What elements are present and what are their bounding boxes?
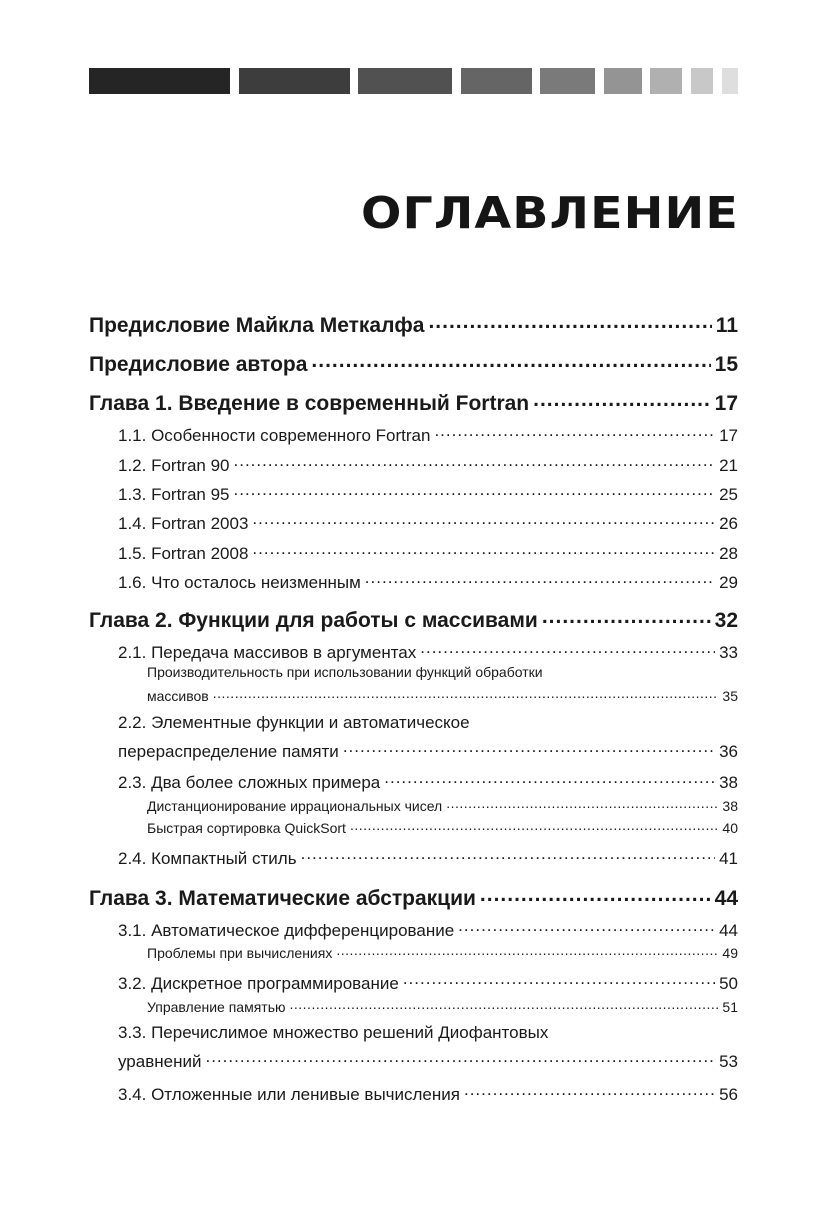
- toc-entry-1-2[interactable]: [118, 451, 738, 473]
- toc-page: 17: [714, 392, 738, 415]
- toc-title: 2.3. Два более сложных примера: [118, 773, 381, 792]
- toc-title: Глава 1. Введение в современный Fortran: [89, 392, 530, 415]
- toc-page: 32: [714, 609, 738, 632]
- toc-entry-1-1[interactable]: [118, 421, 738, 443]
- toc-entry-3-2-1[interactable]: [147, 996, 738, 1014]
- toc-entry-2-3-2[interactable]: [147, 817, 738, 835]
- toc-page: 53: [719, 1052, 738, 1071]
- header-bar-3: [358, 68, 452, 94]
- toc-page: 21: [719, 456, 738, 475]
- toc-page: 29: [719, 573, 738, 592]
- toc-entry-1-3[interactable]: [118, 480, 738, 502]
- toc-page: 28: [719, 544, 738, 563]
- toc-entry-2-1-1[interactable]: [147, 685, 738, 703]
- toc-title: Глава 3. Математические абстракции: [89, 887, 476, 910]
- toc-title: Быстрая сортировка QuickSort: [147, 820, 346, 836]
- toc-page: 17: [719, 426, 738, 445]
- toc-title: 3.2. Дискретное программирование: [118, 974, 399, 993]
- header-bar-4: [461, 68, 532, 94]
- header-bar-5: [540, 68, 595, 94]
- toc-title: Глава 2. Функции для работы с массивами: [89, 609, 538, 632]
- toc-title: 1.2. Fortran 90: [118, 456, 230, 475]
- toc-entry-preface-author[interactable]: [89, 349, 738, 375]
- toc-title: 2.1. Передача массивов в аргументах: [118, 643, 417, 662]
- page-title: ОГЛАВЛЕНИЕ: [361, 188, 739, 239]
- toc-entry-3-1[interactable]: [118, 916, 738, 938]
- toc-entry-3-4[interactable]: [118, 1080, 738, 1102]
- toc-entry-chapter-2[interactable]: [89, 605, 738, 631]
- toc-page: 26: [719, 514, 738, 533]
- toc-title: 2.4. Компактный стиль: [118, 849, 297, 868]
- toc-entry-3-1-1[interactable]: [147, 942, 738, 960]
- toc-title: 1.5. Fortran 2008: [118, 544, 249, 563]
- toc-page: 35: [722, 688, 738, 704]
- toc-page: 38: [719, 773, 738, 792]
- toc-title: массивов: [147, 688, 209, 704]
- header-bar-9: [722, 68, 738, 94]
- toc-page: 11: [715, 314, 738, 337]
- toc-entry-2-2[interactable]: [118, 737, 738, 759]
- toc-entry-2-1-1-line1: Производительность при использовании функций обработки: [147, 664, 543, 680]
- toc-entry-3-3[interactable]: [118, 1047, 738, 1069]
- toc-entry-2-2-line1: 2.2. Элементные функции и автоматическое: [118, 713, 470, 732]
- toc-title: Предисловие Майкла Меткалфа: [89, 314, 425, 337]
- toc-entry-1-6[interactable]: [118, 568, 738, 590]
- toc-title: Управление памятью: [147, 999, 286, 1015]
- toc-entry-chapter-3[interactable]: [89, 883, 738, 909]
- toc-title: 1.6. Что осталось неизменным: [118, 573, 361, 592]
- header-bar-1: [89, 68, 230, 94]
- toc-entry-preface-metcalf[interactable]: [89, 310, 738, 336]
- toc-entry-2-3-1[interactable]: [147, 795, 738, 813]
- toc-entry-3-3-line1: 3.3. Перечислимое множество решений Диофантовых: [118, 1023, 549, 1042]
- header-bar-7: [650, 68, 682, 94]
- toc-entry-2-4[interactable]: [118, 844, 738, 866]
- toc-page: 25: [719, 485, 738, 504]
- toc-title: перераспределение памяти: [118, 742, 339, 761]
- toc-entry-3-2[interactable]: [118, 969, 738, 991]
- toc-page: 38: [722, 798, 738, 814]
- toc-title: Предисловие автора: [89, 353, 308, 376]
- toc-entry-2-1[interactable]: [118, 638, 738, 660]
- toc-title: 1.3. Fortran 95: [118, 485, 230, 504]
- toc-page: 50: [719, 974, 738, 993]
- toc-entry-2-3[interactable]: [118, 768, 738, 790]
- toc-title: уравнений: [118, 1052, 202, 1071]
- toc-title: Проблемы при вычислениях: [147, 945, 333, 961]
- toc-page: 36: [719, 742, 738, 761]
- header-bar-8: [691, 68, 713, 94]
- toc-entry-1-5[interactable]: [118, 539, 738, 561]
- header-bar-2: [239, 68, 350, 94]
- toc-title: 1.4. Fortran 2003: [118, 514, 249, 533]
- toc-page: 44: [719, 921, 738, 940]
- toc-page: 33: [719, 643, 738, 662]
- toc-title: 1.1. Особенности современного Fortran: [118, 426, 431, 445]
- toc-page: 40: [722, 820, 738, 836]
- toc-title: 3.1. Автоматическое дифференцирование: [118, 921, 455, 940]
- toc-page: 56: [719, 1085, 738, 1104]
- toc-page: 41: [719, 849, 738, 868]
- toc-entry-1-4[interactable]: [118, 509, 738, 531]
- toc-entry-chapter-1[interactable]: [89, 388, 738, 414]
- toc-page: 15: [714, 353, 738, 376]
- toc-title: Дистанционирование иррациональных чисел: [147, 798, 443, 814]
- toc-page: 49: [722, 945, 738, 961]
- toc-page: 51: [722, 999, 738, 1015]
- header-bar-6: [604, 68, 642, 94]
- toc-title: 3.4. Отложенные или ленивые вычисления: [118, 1085, 460, 1104]
- toc-page: 44: [714, 887, 738, 910]
